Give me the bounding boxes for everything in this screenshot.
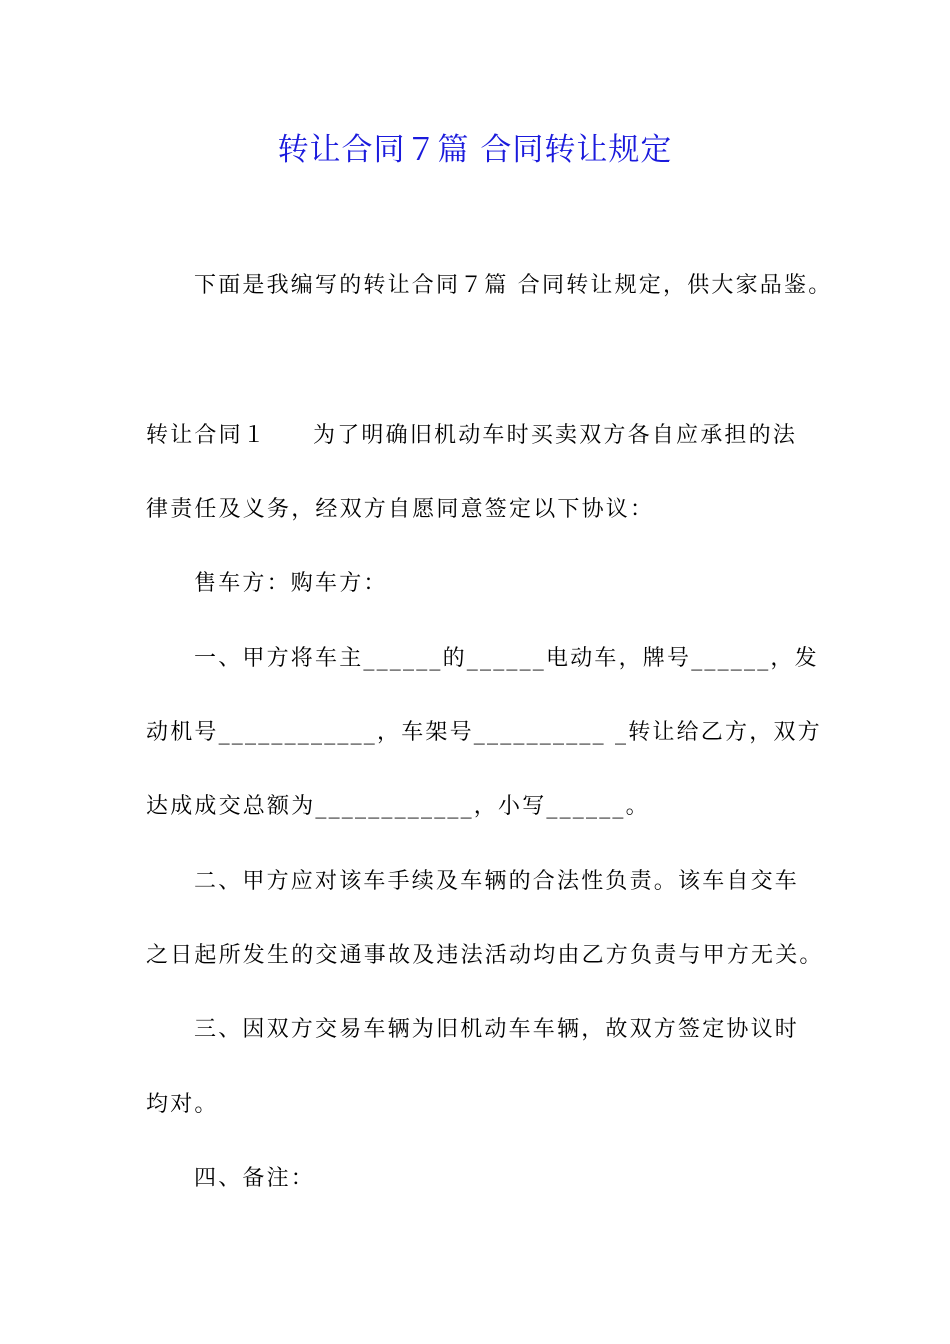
clause-four-line: 四、备注： (194, 1166, 316, 1191)
paragraph-line: 均对。 (146, 1092, 219, 1117)
paragraph-line: 达成成交总额为____________，小写______。 (146, 794, 650, 819)
intro-paragraph: 下面是我编写的转让合同７篇 合同转让规定，供大家品鉴。 (194, 273, 833, 298)
clause-one-line: 一、甲方将车主______的______电动车，牌号______，发 (194, 646, 819, 671)
document-title: 转让合同７篇 合同转让规定 (277, 132, 673, 168)
clause-two-line: 二、甲方应对该车手续及车辆的合法性负责。该车自交车 (194, 869, 800, 894)
paragraph-line: 动机号____________，车架号__________ _转让给乙方，双方 (146, 720, 822, 745)
paragraph-line: 之日起所发生的交通事故及违法活动均由乙方负责与甲方无关。 (146, 943, 824, 968)
section-label: 转让合同１ (146, 423, 268, 448)
seller-buyer-line: 售车方：购车方： (194, 571, 388, 596)
clause-three-line: 三、因双方交易车辆为旧机动车车辆，故双方签定协议时 (194, 1017, 800, 1042)
paragraph-line: 为了明确旧机动车时买卖双方各自应承担的法 (313, 423, 798, 448)
contract-first-line (146, 420, 816, 452)
paragraph-line: 律责任及义务，经双方自愿同意签定以下协议： (146, 497, 655, 522)
